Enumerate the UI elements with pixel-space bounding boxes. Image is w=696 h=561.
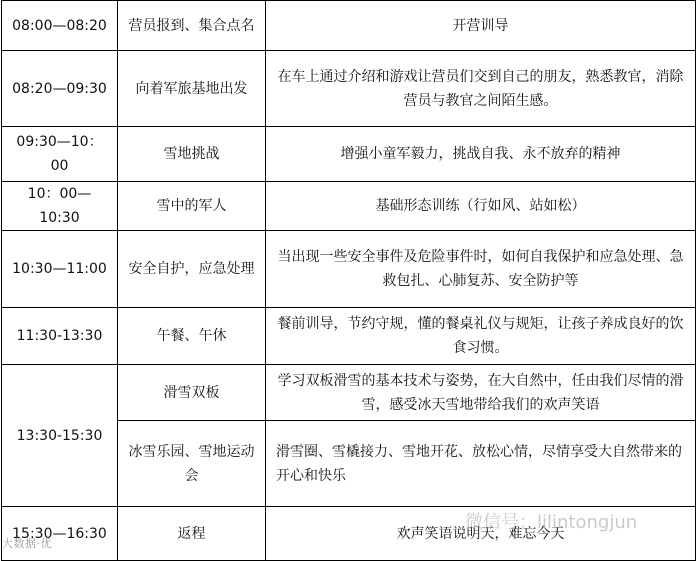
table-row (2, 365, 696, 421)
description-cell: 餐前训导，节约守规，懂的餐桌礼仪与规矩，让孩子养成良好的饮食习惯。 (266, 308, 696, 365)
description-cell: 当出现一些安全事件及危险事件时，如何自我保护和应急处理、急救包扎、心肺复苏、安全防护等 (266, 231, 696, 308)
activity-cell: 滑雪双板 (118, 365, 266, 421)
activity-cell: 雪地挑战 (118, 127, 266, 182)
activity-cell: 安全自护，应急处理 (118, 231, 266, 308)
activity-cell: 冰雪乐园、雪地运动会 (118, 421, 266, 507)
description-cell: 欢声笑语说明天，难忘今天 (266, 507, 696, 561)
time-cell: 09:30—10：00 (2, 127, 118, 182)
description-cell: 在车上通过介绍和游戏让营员们交到自己的朋友，熟悉教官，消除营员与教官之间陌生感。 (266, 51, 696, 127)
activity-cell: 向着军旅基地出发 (118, 51, 266, 127)
description-cell: 开营训导 (266, 1, 696, 51)
table-row (2, 127, 696, 182)
time-cell: 10:30—11:00 (2, 231, 118, 308)
table-row (2, 1, 696, 51)
time-cell: 11:30-13:30 (2, 308, 118, 365)
table-row (2, 51, 696, 127)
activity-cell: 营员报到、集合点名 (118, 1, 266, 51)
time-cell: 08:00—08:20 (2, 1, 118, 51)
description-cell: 滑雪圈、雪橇接力、雪地开花、放松心情，尽情享受大自然带来的开心和快乐 (266, 421, 696, 507)
table-row (2, 231, 696, 308)
description-cell: 基础形态训练（行如风、站如松） (266, 182, 696, 231)
activity-cell: 返程 (118, 507, 266, 561)
table-row (2, 308, 696, 365)
time-cell: 13:30-15:30 (2, 365, 118, 507)
watermark-right: 微信号：lilintongjun (465, 512, 638, 533)
description-cell: 增强小童军毅力，挑战自我、永不放弃的精神 (266, 127, 696, 182)
schedule-table (1, 0, 696, 561)
time-cell: 15:30—16:30 (2, 507, 118, 561)
time-cell: 08:20—09:30 (2, 51, 118, 127)
description-cell: 学习双板滑雪的基本技术与姿势，在大自然中，任由我们尽情的滑雪，感受冰天雪地带给我们的欢声笑语 (266, 365, 696, 421)
table-row (2, 182, 696, 231)
watermark-left: 大数据·优 (2, 537, 52, 550)
activity-cell: 雪中的军人 (118, 182, 266, 231)
time-cell: 10：00—10:30 (2, 182, 118, 231)
activity-cell: 午餐、午休 (118, 308, 266, 365)
